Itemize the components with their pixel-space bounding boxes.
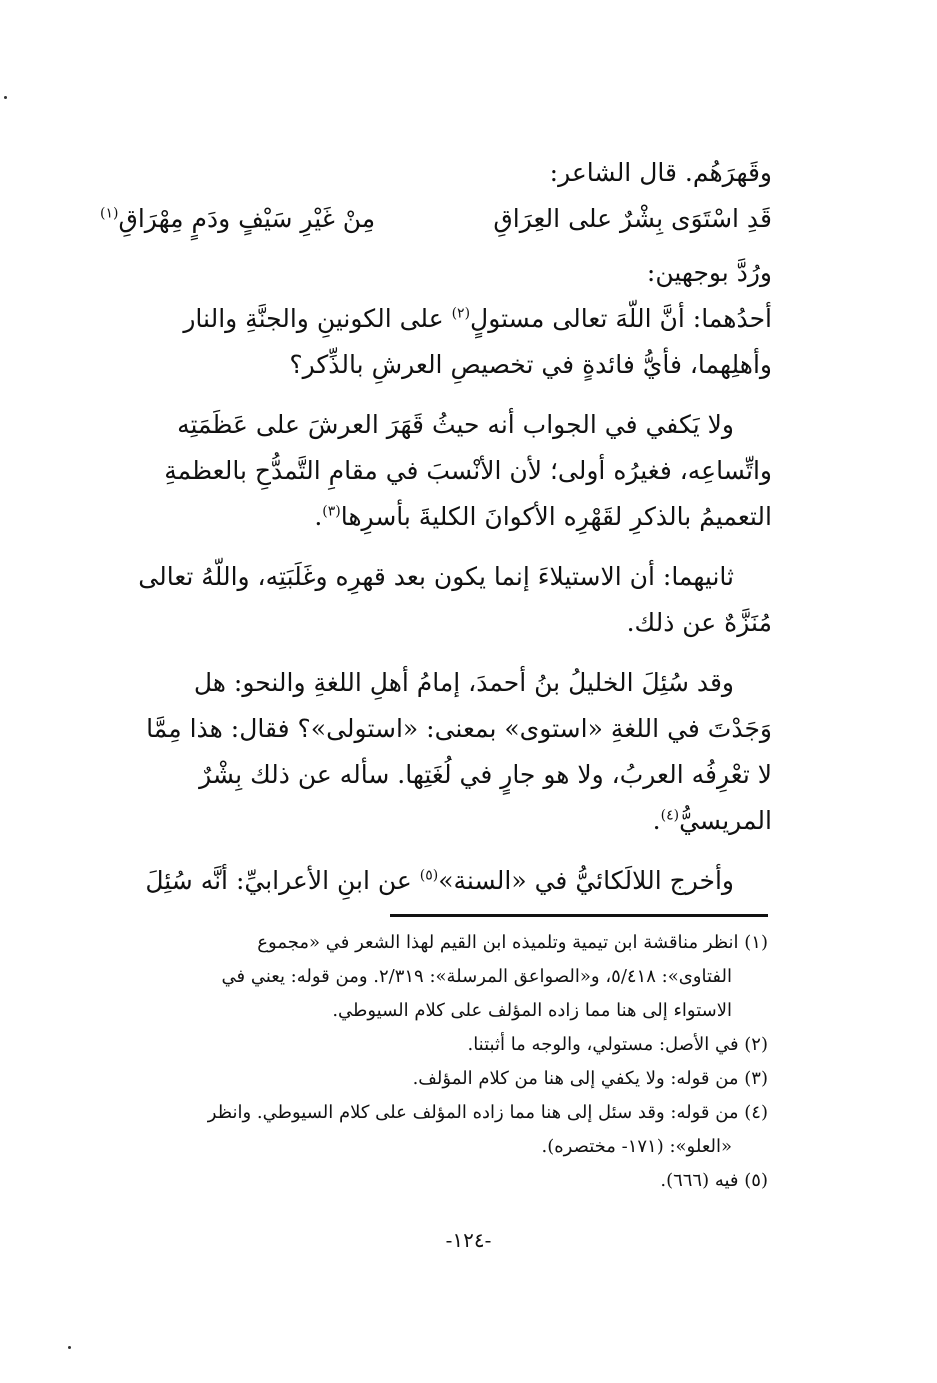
- footnote-line: الفتاوى»: ٥/٤١٨، و«الصواعق المرسلة»: ٢/٣١٩. ومن قوله: يعني في: [221, 966, 732, 987]
- footnote-ref: (١): [100, 205, 119, 222]
- paragraph-rudda: [100, 250, 772, 296]
- text-line: وقد سُئِلَ الخليلُ بنُ أحمدَ، إمامُ أهلِ اللغةِ والنحو: هل: [193, 668, 734, 697]
- footnote-5: (٥) فيه (٦٦٦).: [660, 1170, 768, 1191]
- footnote-line: الاستواء إلى هنا مما زاده المؤلف على كلام السيوطي.: [332, 1000, 732, 1021]
- text-line: ولا يَكفي في الجواب أنه حيثُ قَهَرَ العرشَ على عَظَمَتِه: [177, 410, 734, 439]
- scan-speck: [4, 96, 7, 99]
- text-line: ثانيهما: أن الاستيلاءَ إنما يكون بعد قهرِه وغَلَبَتِه، واللّهُ تعالى: [138, 562, 734, 591]
- footnote-ref: (٢): [451, 305, 471, 322]
- text-line: وقَهرَهُم. قال الشاعر:: [549, 158, 772, 187]
- footnote-separator: [390, 914, 768, 917]
- scan-speck: [68, 1346, 71, 1349]
- poem-hemistich-right: قَدِ اسْتَوَى بِشْرٌ على العِرَاقِ: [493, 204, 772, 233]
- footnote-line: (٤) من قوله: وقد سئل إلى هنا مما زاده المؤلف على كلام السيوطي. وانظر: [207, 1102, 768, 1123]
- text-line: لا تعْرِفُه العربُ، ولا هو جارٍ في لُغَتِها. سأله عن ذلك بِشْرٌ: [199, 760, 772, 789]
- text-line: وَجَدْتَ في اللغةِ «استوى» بمعنى: «استولى»؟ فقال: هذا مِمَّا: [146, 714, 772, 743]
- footnote-1: [100, 926, 768, 1028]
- footnote-line: (١) انظر مناقشة ابن تيمية وتلميذه ابن القيم لهذا الشعر في «مجموع: [257, 932, 768, 953]
- text-line: أحدُهما: أنَّ اللّهَ تعالى مستولٍ$^{(٢)}$ على الكونينِ والجنَّةِ والنار: [183, 304, 772, 333]
- text-line: المريسيُّ$^{(٤)}$.: [652, 806, 772, 835]
- text-line: التعميمُ بالذكرِ لقَهْرِه الأكوانَ الكليةَ بأسرِها$^{(٣)}$.: [314, 502, 772, 531]
- footnote-2: (٢) في الأصل: مستولي، والوجه ما أثبتنا.: [467, 1034, 768, 1055]
- paragraph-second: [100, 402, 772, 540]
- text-line: ورُدَّ بوجهين:: [646, 258, 772, 287]
- footnote-ref: (٣): [322, 503, 341, 520]
- footnote-ref: (٤): [660, 807, 680, 824]
- text-line: واتِّساعِه، فغيرُه أولى؛ لأن الأنْسبَ في مقامِ التَّمدُّحِ بالعظمةِ: [164, 456, 772, 485]
- text-line: وأهلِهما، فأيُّ فائدةٍ في تخصيصِ العرشِ بالذِّكر؟: [289, 350, 772, 379]
- footnote-line: «العلو»: (١٧١- مختصره).: [541, 1136, 732, 1157]
- page-number: -١٢٤-: [445, 1228, 492, 1252]
- paragraph-intro: [100, 150, 772, 242]
- paragraph-third: [100, 554, 772, 646]
- paragraph-lalakai: [100, 858, 772, 904]
- poem-verse: [100, 196, 772, 242]
- footnote-4: [100, 1096, 768, 1164]
- text-line: مُنَزَّهٌ عن ذلك.: [626, 608, 772, 637]
- footnote-ref: (٥): [419, 867, 439, 884]
- footnotes: [100, 926, 768, 1198]
- main-text: [100, 150, 772, 904]
- paragraph-first-objection: [100, 296, 772, 388]
- footnote-3: (٣) من قوله: ولا يكفي إلى هنا من كلام المؤلف.: [412, 1068, 768, 1089]
- paragraph-khalil: [100, 660, 772, 844]
- poem-hemistich-left: مِنْ غَيْرِ سَيْفٍ ودَمٍ مِهْرَاقِ$^{(١)}$: [100, 204, 376, 233]
- text-line: وأخرج اللالَكائيُّ في «السنة»$^{(٥)}$ عن ابنِ الأعرابيِّ: أنَّه سُئِلَ: [145, 866, 734, 895]
